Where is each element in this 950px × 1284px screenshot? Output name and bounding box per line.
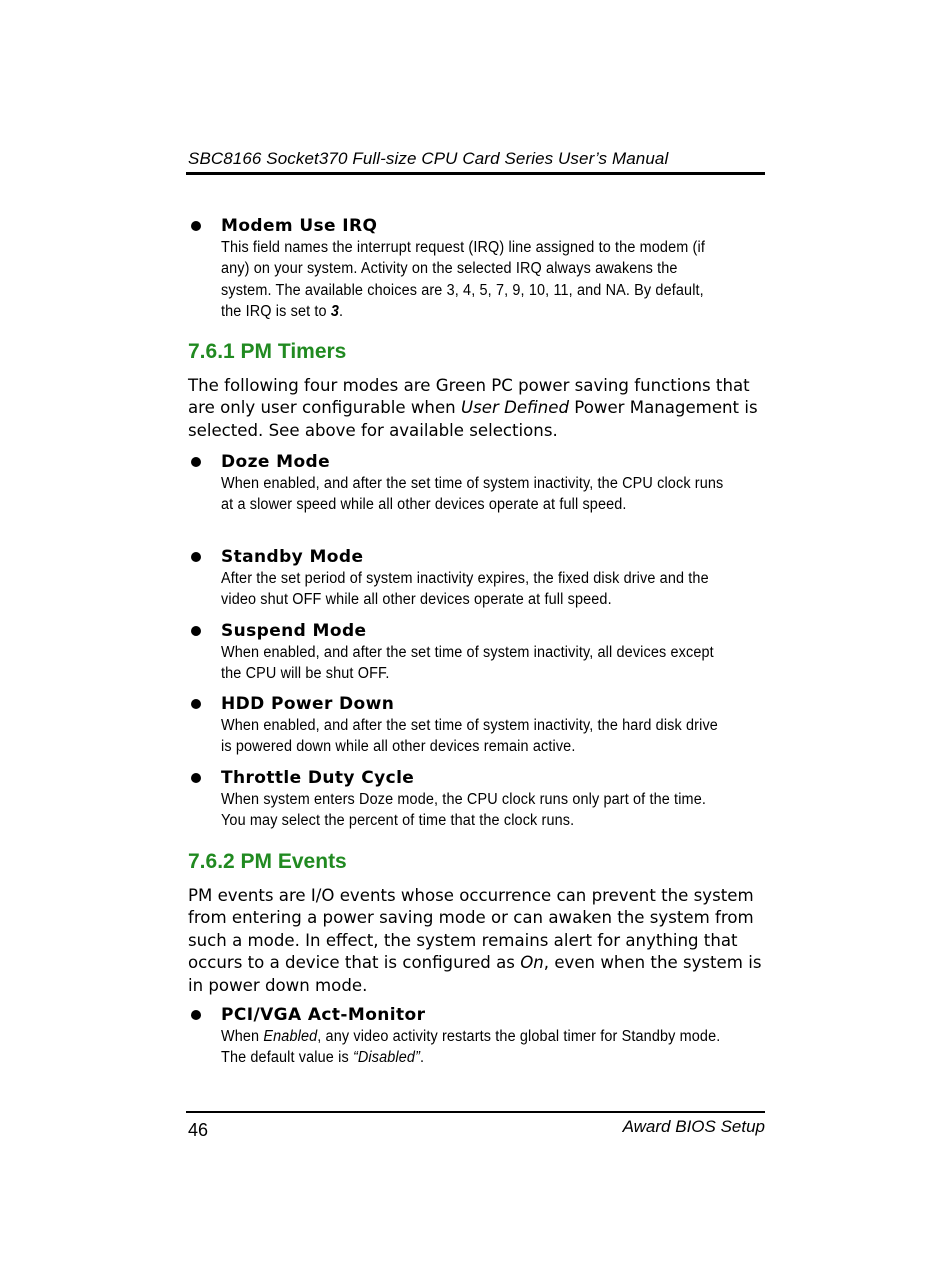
bullet-term: Standby Mode (221, 547, 364, 567)
emphasis-user-defined: User Defined (460, 398, 570, 418)
bullet-description: When enabled, and after the set time of system inactivity, the hard disk drive is powered down while all other devices remain active. (221, 717, 718, 756)
bullet-dot-icon (191, 221, 201, 231)
bullet-term: Suspend Mode (221, 621, 367, 641)
page-number: 46 (188, 1120, 209, 1140)
bullet-description: When system enters Doze mode, the CPU clock runs only part of the time. You may select the percent of time that the clock runs. (221, 791, 706, 830)
bullet-description: This field names the interrupt request (IRQ) line assigned to the modem (if any) on your system. Activity on the selected IRQ always awakens the system. The available choices are 3, 4, 5, 7, 9, 10, 11, and NA. By default, the IRQ is set to 3. (221, 239, 705, 320)
section-title-pm-timers: 7.6.1 PM Timers (188, 340, 347, 363)
bullet-description: When enabled, and after the set time of system inactivity, the CPU clock runs at a slower speed while all other devices operate at full speed. (221, 475, 724, 514)
bullet-dot-icon (191, 552, 201, 562)
bullet-term: Doze Mode (221, 452, 331, 472)
bullet-description: After the set period of system inactivity expires, the fixed disk drive and the video shut OFF while all other devices operate at full speed. (221, 570, 709, 609)
bullet-description: When enabled, and after the set time of system inactivity, all devices except the CPU will be shut OFF. (221, 644, 714, 683)
bullet-dot-icon (191, 457, 201, 467)
default-irq-value: 3 (330, 302, 340, 320)
emphasis-disabled: “Disabled” (352, 1049, 421, 1067)
footer-title: Award BIOS Setup (622, 1117, 765, 1136)
emphasis-enabled: Enabled (263, 1028, 318, 1045)
pm-events-intro: PM events are I/O events whose occurrence can prevent the system from entering a power saving mode or can awaken the system from such a mode. In effect, the system remains alert for anything that occurs to a device that is configured as On, even when the system is in power down mode. (188, 886, 762, 995)
bullet-dot-icon (191, 773, 201, 783)
emphasis-on: On (520, 953, 544, 973)
bullet-term: Modem Use IRQ (221, 216, 378, 236)
bullet-dot-icon (191, 626, 201, 636)
running-header: SBC8166 Socket370 Full-size CPU Card Series User’s Manual (188, 149, 669, 168)
bullet-description: When Enabled, any video activity restarts the global timer for Standby mode. The default value is “Disabled”. (221, 1028, 721, 1067)
bullet-term: Throttle Duty Cycle (221, 768, 415, 788)
header-rule (186, 172, 765, 175)
pm-timers-intro: The following four modes are Green PC power saving functions that are only user configurable when User Defined Power Management is selected. See above for available selections. (188, 376, 758, 440)
bullet-dot-icon (191, 1010, 201, 1020)
bullet-dot-icon (191, 699, 201, 709)
bullet-term: PCI/VGA Act-Monitor (221, 1005, 426, 1025)
bullet-term: HDD Power Down (221, 694, 395, 714)
footer-rule (186, 1111, 765, 1113)
section-title-pm-events: 7.6.2 PM Events (188, 850, 347, 873)
